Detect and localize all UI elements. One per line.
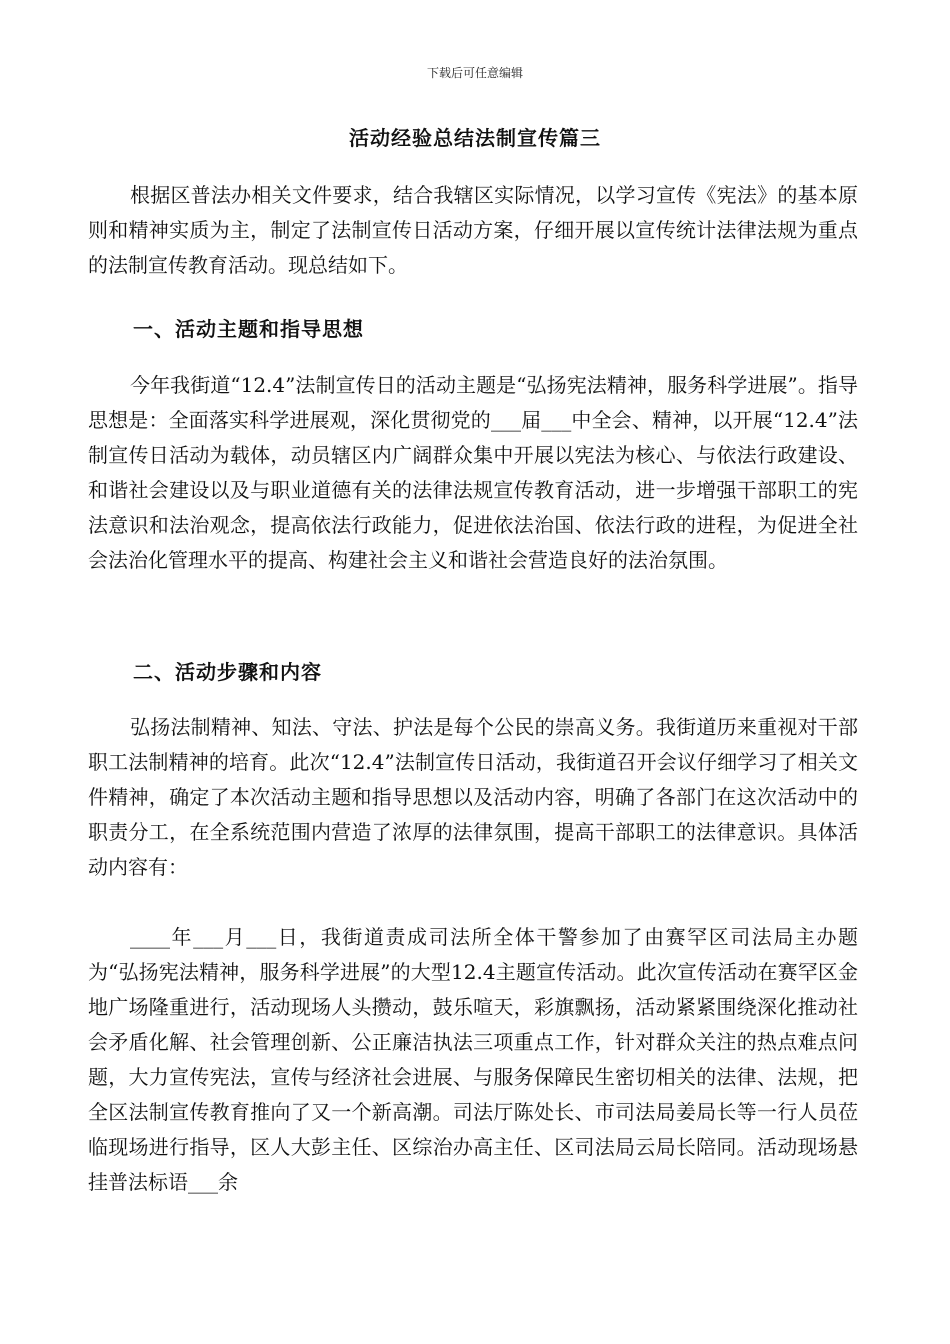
- section-2-paragraph-2: ____年___月___日，我街道责成司法所全体干警参加了由赛罕区司法局主办题为“弘扬宪法精神，服务科学进展”的大型12.4主题宣传活动。此次宣传活动在赛罕区金地广场隆重进行，活动现场人头攒动，鼓乐喧天，彩旗飘扬，活动紧紧围绕深化推动社会矛盾化解、社会管理创新、公正廉洁执法三项重点工作，针对群众关注的热点难点问题，大力宣传宪法，宣传与经济社会进展、与服务保障民生密切相关的法律、法规，把全区法制宣传教育推向了又一个新高潮。司法厅陈处长、市司法局姜局长等一行人员莅临现场进行指导，区人大彭主任、区综治办高主任、区司法局云局长陪同。活动现场悬挂普法标语___余: [88, 925, 858, 1194]
- section-1-heading: 一、活动主题和指导思想: [133, 317, 364, 341]
- intro-paragraph: 根据区普法办相关文件要求，结合我辖区实际情况，以学习宣传《宪法》的基本原则和精神实质为主，制定了法制宣传日活动方案，仔细开展以宣传统计法律法规为重点的法制宣传教育活动。现总结如下。: [88, 183, 858, 277]
- page-header-note: 下载后可任意编辑: [426, 66, 523, 80]
- document-title: 活动经验总结法制宣传篇三: [349, 126, 601, 150]
- section-2-paragraph-1: 弘扬法制精神、知法、守法、护法是每个公民的崇高义务。我街道历来重视对干部职工法制精神的培育。此次“12.4”法制宣传日活动，我街道召开会议仔细学习了相关文件精神，确定了本次活动主题和指导思想以及活动内容，明确了各部门在这次活动中的职责分工，在全系统范围内营造了浓厚的法律氛围，提高干部职工的法律意识。具体活动内容有：: [88, 715, 858, 879]
- section-2-heading: 二、活动步骤和内容: [133, 660, 322, 684]
- section-1-paragraph: 今年我街道“12.4”法制宣传日的活动主题是“弘扬宪法精神，服务科学进展”。指导思想是：全面落实科学进展观，深化贯彻党的___届___中全会、精神，以开展“12.4”法制宣传日活动为载体，动员辖区内广阔群众集中开展以宪法为核心、与依法行政建设、和谐社会建设以及与职业道德有关的法律法规宣传教育活动，进一步增强干部职工的宪法意识和法治观念，提高依法行政能力，促进依法治国、依法行政的进程，为促进全社会法治化管理水平的提高、构建社会主义和谐社会营造良好的法治氛围。: [88, 373, 858, 572]
